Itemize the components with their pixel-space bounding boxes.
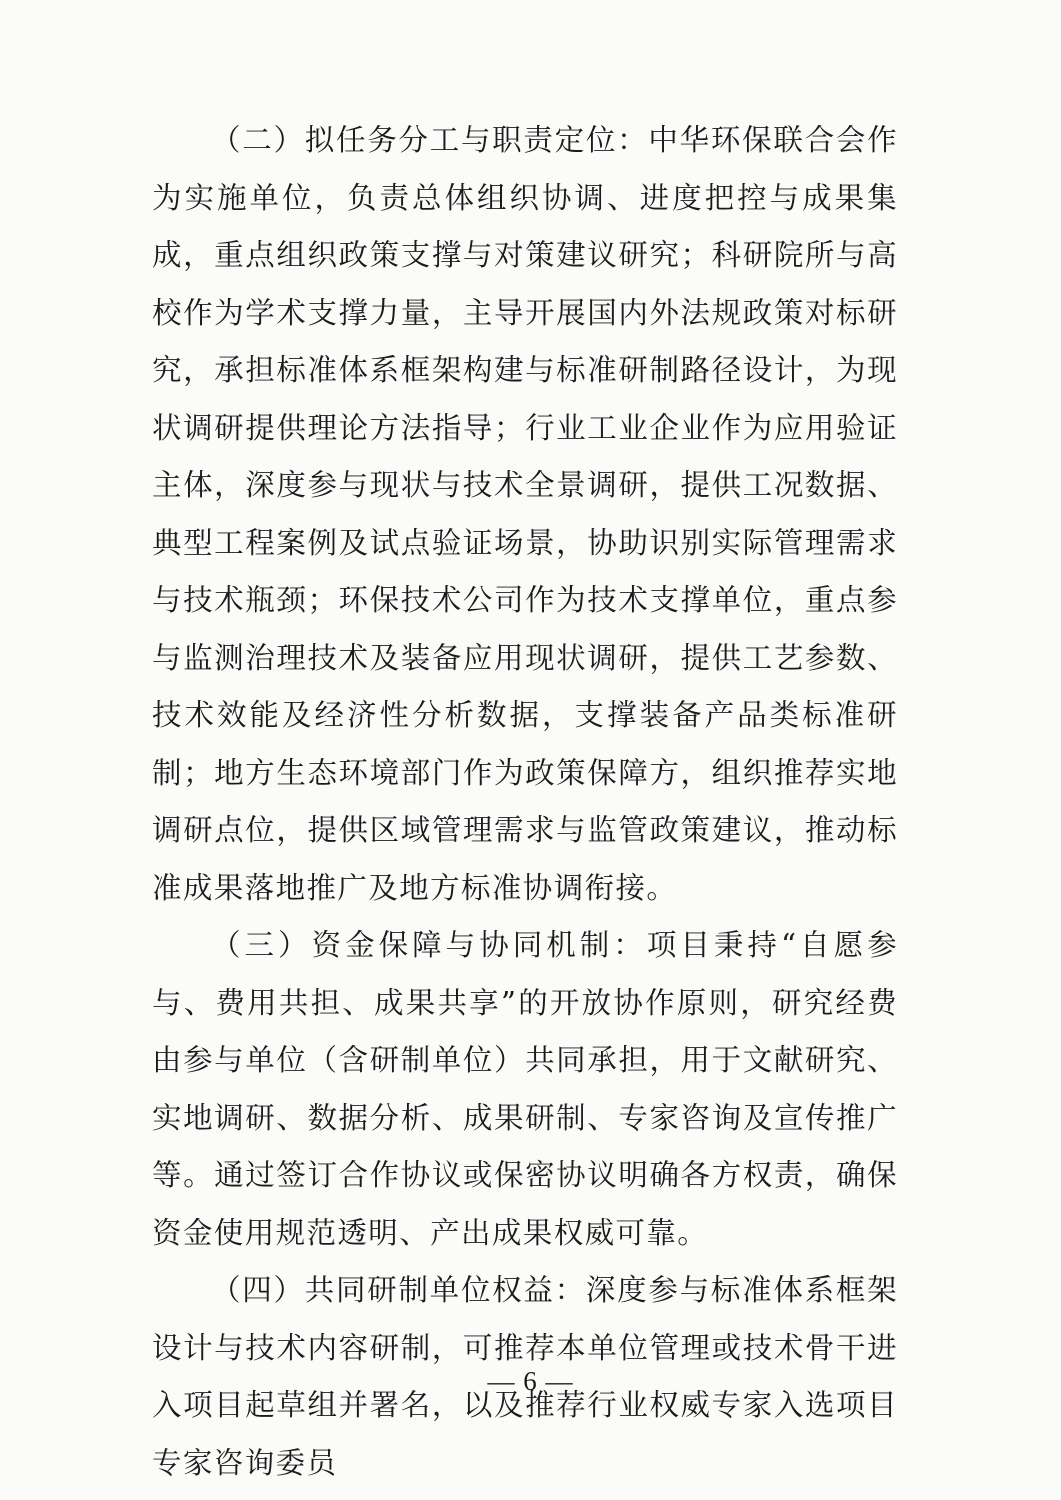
page-number: — 6 — [487, 1366, 574, 1396]
paragraph-task-division: （二）拟任务分工与职责定位：中华环保联合会作为实施单位，负责总体组织协调、进度把控与成果集成，重点组织政策支撑与对策建议研究；科研院所与高校作为学术支撑力量，主导开展国内外法规政策对标研究，承担标准体系框架构建与标准研制路径设计，为现状调研提供理论方法指导；行业工业企业作为应用验证主体，深度参与现状与技术全景调研，提供工况数据、典型工程案例及试点验证场景，协助识别实际管理需求与技术瓶颈；环保技术公司作为技术支撑单位，重点参与监测治理技术及装备应用现状调研，提供工艺参数、技术效能及经济性分析数据，支撑装备产品类标准研制；地方生态环境部门作为政策保障方，组织推荐实地调研点位，提供区域管理需求与监管政策建议，推动标准成果落地推广及地方标准协调衔接。 [152, 123, 898, 905]
document-body [152, 112, 898, 1492]
paragraph-co-developer-rights: （四）共同研制单位权益：深度参与标准体系框架设计与技术内容研制，可推荐本单位管理或技术骨干进入项目起草组并署名，以及推荐行业权威专家入选项目专家咨询委员 [152, 1273, 898, 1480]
paragraph-funding-mechanism: （三）资金保障与协同机制：项目秉持“自愿参与、费用共担、成果共享”的开放协作原则，研究经费由参与单位（含研制单位）共同承担，用于文献研究、实地调研、数据分析、成果研制、专家咨询及宣传推广等。通过签订合作协议或保密协议明确各方权责，确保资金使用规范透明、产出成果权威可靠。 [152, 928, 898, 1250]
